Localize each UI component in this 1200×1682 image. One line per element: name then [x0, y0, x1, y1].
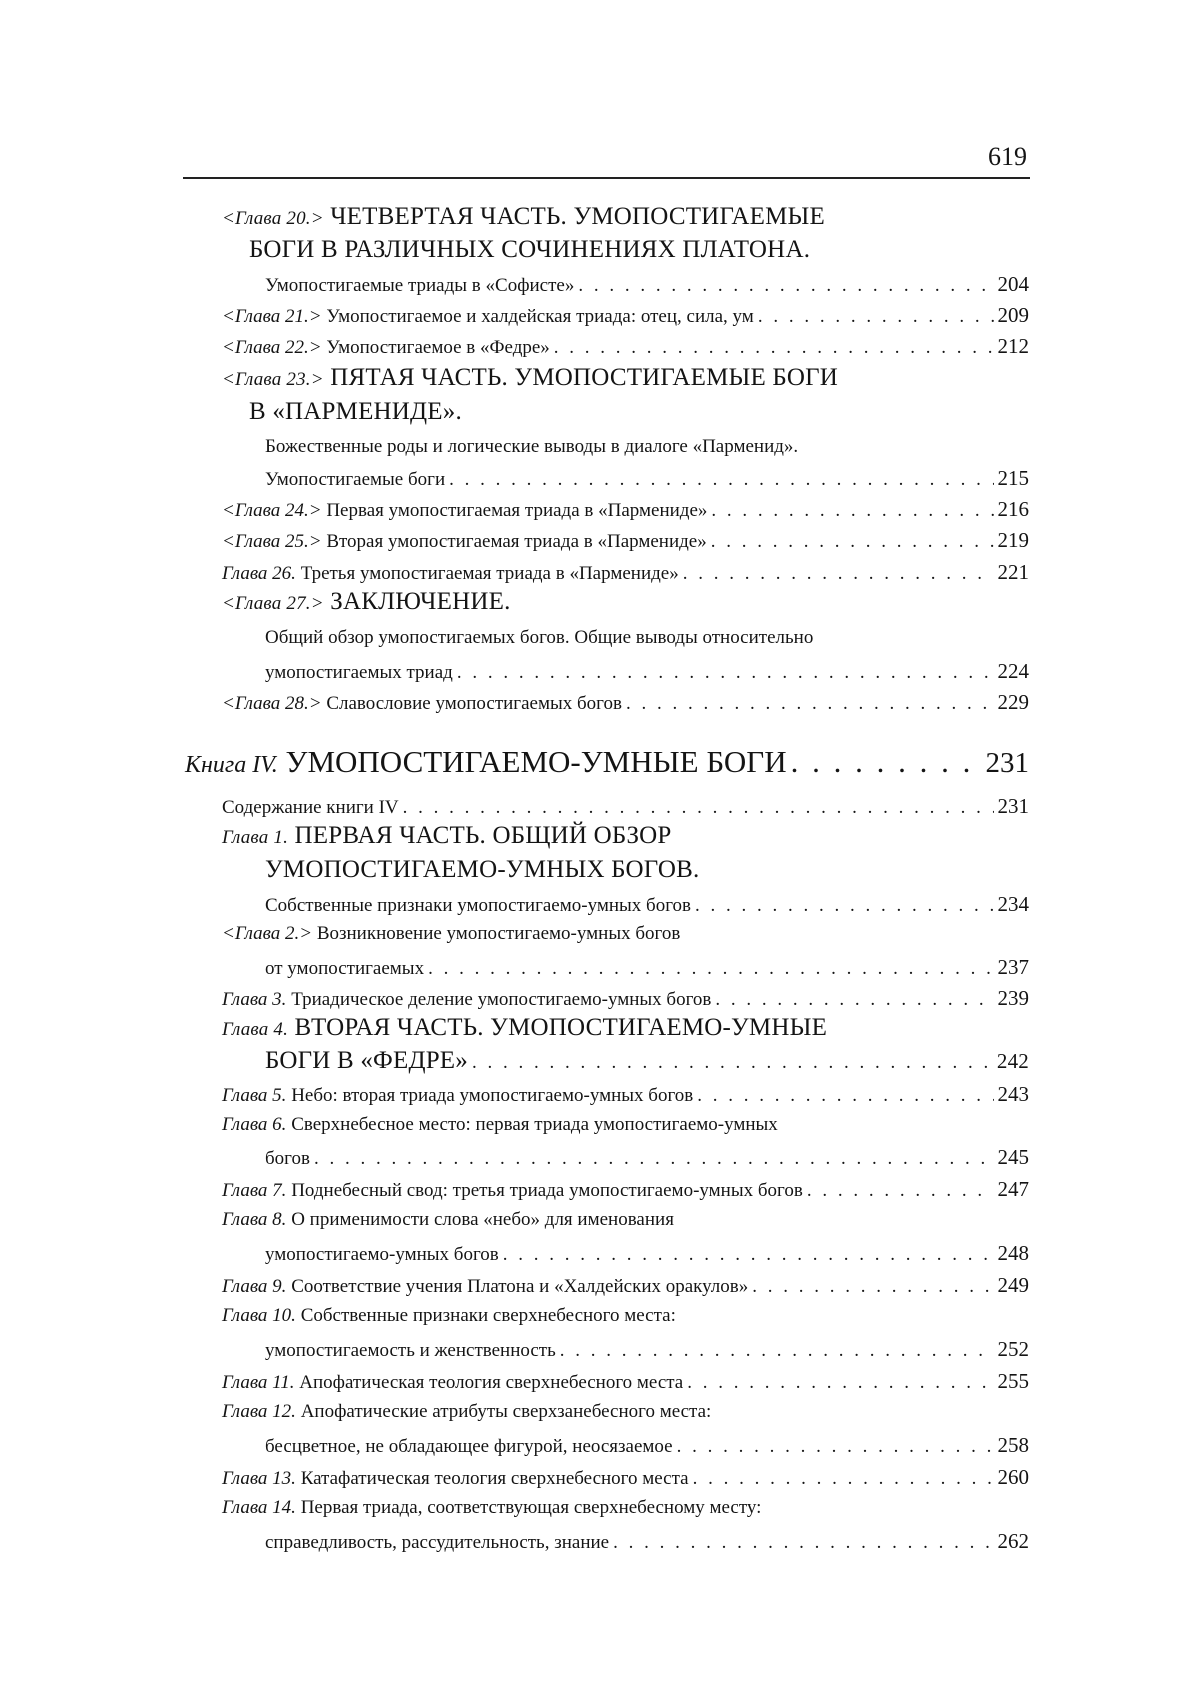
- entry-title: Собственные признаки умопостигаемо-умных богов: [265, 895, 691, 916]
- leader-dots: [428, 958, 993, 980]
- page-ref: 219: [997, 528, 1029, 552]
- toc-entry-line: [222, 1114, 778, 1136]
- chapter-label: <Глава 22.>: [222, 337, 322, 358]
- entry-title: Небо: вторая триада умопостигаемо-умных богов: [291, 1085, 694, 1106]
- toc-entry: [222, 1177, 1029, 1202]
- page-ref: 252: [997, 1337, 1029, 1361]
- leader-dots: [807, 1180, 994, 1202]
- heading-text: ВТОРАЯ ЧАСТЬ. УМОПОСТИГАЕМО-УМНЫЕ: [294, 1014, 828, 1041]
- leader-dots: [677, 1436, 994, 1458]
- chapter-label: Глава 3.: [222, 989, 287, 1010]
- toc-entry: [222, 497, 1029, 522]
- toc-entry: [222, 1465, 1029, 1490]
- entry-title: Славословие умопостигаемых богов: [326, 693, 622, 714]
- entry-title: Сверхнебесное место: первая триада умопостигаемо-умных: [291, 1114, 778, 1135]
- page-ref: 231: [997, 794, 1029, 818]
- heading-text: ПЯТАЯ ЧАСТЬ. УМОПОСТИГАЕМЫЕ БОГИ: [330, 364, 838, 391]
- page-ref: 260: [997, 1465, 1029, 1489]
- page-ref: 239: [997, 986, 1029, 1010]
- chapter-label: Глава 12.: [222, 1401, 296, 1422]
- toc-entry-line: Божественные роды и логические выводы в диалоге «Парменид».: [265, 436, 799, 457]
- leader-dots: [758, 306, 994, 328]
- leader-dots: [560, 1340, 994, 1362]
- leader-dots: [626, 693, 994, 715]
- toc-entry: [265, 272, 1029, 297]
- entry-title: Катафатическая теология сверхнебесного места: [300, 1468, 689, 1489]
- chapter-label: <Глава 27.>: [222, 593, 324, 614]
- entry-title: от умопостигаемых: [265, 958, 425, 979]
- page-ref: 212: [997, 334, 1029, 358]
- chapter-label: Глава 1.: [222, 827, 289, 848]
- leader-dots: [711, 531, 994, 553]
- chapter-label: <Глава 20.>: [222, 208, 324, 229]
- chapter-label: Глава 26.: [222, 563, 296, 584]
- chapter-label: <Глава 25.>: [222, 531, 322, 552]
- chapter-label: Глава 10.: [222, 1305, 296, 1326]
- toc-entry: [265, 1145, 1029, 1170]
- chapter-label: Глава 11.: [222, 1372, 295, 1393]
- leader-dots: [711, 500, 993, 522]
- chapter-label: <Глава 21.>: [222, 306, 322, 327]
- entry-title: Поднебесный свод: третья триада умопостигаемо-умных богов: [291, 1180, 803, 1201]
- leader-dots: [687, 1372, 993, 1394]
- toc-entry-line: [222, 1401, 711, 1423]
- entry-title: Третья умопостигаемая триада в «Пармениде»: [300, 563, 679, 584]
- chapter-label: <Глава 24.>: [222, 500, 322, 521]
- leader-dots: [683, 563, 994, 585]
- chapter-label: Глава 4.: [222, 1019, 289, 1040]
- toc-entry: [265, 1241, 1029, 1266]
- toc-entry: [265, 1529, 1029, 1554]
- leader-dots: [472, 1052, 993, 1074]
- toc-heading-cont: УМОПОСТИГАЕМО-УМНЫХ БОГОВ.: [265, 856, 700, 883]
- chapter-label: Глава 5.: [222, 1085, 287, 1106]
- page-ref: 229: [997, 690, 1029, 714]
- leader-dots: [403, 797, 994, 819]
- toc-heading: [222, 822, 672, 850]
- page-ref: 221: [997, 560, 1029, 584]
- page-ref: 231: [985, 747, 1029, 779]
- toc-entry: [265, 1047, 1029, 1075]
- toc-entry-line: Общий обзор умопостигаемых богов. Общие выводы относительно: [265, 627, 814, 648]
- entry-title: Умопостигаемое и халдейская триада: отец, сила, ум: [326, 306, 754, 327]
- toc-heading-cont: В «ПАРМЕНИДЕ».: [249, 398, 462, 425]
- leader-dots: [457, 662, 994, 684]
- toc-entry: [265, 1337, 1029, 1362]
- page-ref: 243: [997, 1082, 1029, 1106]
- toc-heading: [222, 364, 838, 392]
- toc-heading: [222, 588, 511, 616]
- entry-title: богов: [265, 1148, 310, 1169]
- page-ref: 248: [997, 1241, 1029, 1265]
- entry-title: умопостигаемость и женственность: [265, 1340, 556, 1361]
- chapter-label: Глава 7.: [222, 1180, 287, 1201]
- toc-entry: [222, 986, 1029, 1011]
- toc-entry: [222, 1273, 1029, 1298]
- page-ref: 237: [997, 955, 1029, 979]
- leader-dots: [752, 1276, 993, 1298]
- page-ref: 224: [997, 659, 1029, 683]
- toc-entry: [265, 892, 1029, 917]
- entry-title: Апофатическая теология сверхнебесного места: [299, 1372, 684, 1393]
- chapter-label: Глава 6.: [222, 1114, 287, 1135]
- leader-dots: [578, 275, 993, 297]
- leader-dots: [695, 895, 994, 917]
- entry-title: Соответствие учения Платона и «Халдейских оракулов»: [291, 1276, 749, 1297]
- toc-entry-line: [222, 1305, 676, 1327]
- page-ref: 255: [997, 1369, 1029, 1393]
- leader-dots: [449, 469, 993, 491]
- toc-entry: [222, 1082, 1029, 1107]
- leader-dots: [554, 337, 994, 359]
- page-ref: 247: [997, 1177, 1029, 1201]
- leader-dots: [791, 744, 982, 780]
- leader-dots: [697, 1085, 993, 1107]
- toc-entry: [222, 690, 1029, 715]
- heading-text: БОГИ В «ФЕДРЕ»: [265, 1047, 468, 1074]
- toc-entry: [222, 334, 1029, 359]
- entry-title: умопостигаемо-умных богов: [265, 1244, 499, 1265]
- leader-dots: [314, 1148, 994, 1170]
- entry-title: умопостигаемых триад: [265, 662, 453, 683]
- entry-title: справедливость, рассудительность, знание: [265, 1532, 610, 1553]
- book-heading: [185, 744, 1029, 780]
- heading-text: ЧЕТВЕРТАЯ ЧАСТЬ. УМОПОСТИГАЕМЫЕ: [330, 203, 825, 230]
- toc-heading: [222, 203, 825, 231]
- page-ref: 215: [997, 466, 1029, 490]
- toc-entry: [222, 528, 1029, 553]
- chapter-label: Глава 9.: [222, 1276, 287, 1297]
- chapter-label: Глава 8.: [222, 1209, 287, 1230]
- chapter-label: <Глава 2.>: [222, 923, 313, 944]
- toc-entry-line: [222, 1497, 761, 1519]
- page-ref: 204: [997, 272, 1029, 296]
- heading-text: ЗАКЛЮЧЕНИЕ.: [330, 588, 511, 615]
- entry-title: Триадическое деление умопостигаемо-умных богов: [291, 989, 712, 1010]
- entry-title: Апофатические атрибуты сверхзанебесного места:: [300, 1401, 712, 1422]
- toc-entry-line: [222, 1209, 674, 1231]
- page-ref: 258: [997, 1433, 1029, 1457]
- toc-entry: [222, 794, 1029, 819]
- toc-entry: [265, 1433, 1029, 1458]
- leader-dots: [693, 1468, 994, 1490]
- leader-dots: [613, 1532, 993, 1554]
- book-label: Книга IV.: [185, 752, 278, 778]
- leader-dots: [503, 1244, 994, 1266]
- chapter-label: <Глава 23.>: [222, 369, 324, 390]
- page-ref: 209: [997, 303, 1029, 327]
- chapter-label: Глава 13.: [222, 1468, 296, 1489]
- header-rule: [183, 177, 1030, 179]
- toc-entry: [265, 466, 1029, 491]
- entry-title: Содержание книги IV: [222, 797, 399, 818]
- entry-title: бесцветное, не обладающее фигурой, неосязаемое: [265, 1436, 673, 1457]
- book-title: УМОПОСТИГАЕМО-УМНЫЕ БОГИ: [285, 744, 787, 779]
- page-number: 619: [988, 142, 1027, 171]
- page-ref: 245: [997, 1145, 1029, 1169]
- entry-title: Собственные признаки сверхнебесного места:: [300, 1305, 676, 1326]
- page-ref: 242: [996, 1049, 1029, 1073]
- toc-entry: [222, 560, 1029, 585]
- toc-heading: [222, 1014, 827, 1042]
- leader-dots: [715, 989, 993, 1011]
- toc-heading-cont: БОГИ В РАЗЛИЧНЫХ СОЧИНЕНИЯХ ПЛАТОНА.: [249, 236, 811, 263]
- chapter-label: Глава 14.: [222, 1497, 296, 1518]
- entry-title: Вторая умопостигаемая триада в «Пармениде»: [326, 531, 707, 552]
- entry-title: Возникновение умопостигаемо-умных богов: [316, 923, 681, 944]
- toc-entry: [222, 303, 1029, 328]
- page-ref: 234: [997, 892, 1029, 916]
- entry-title: Умопостигаемое в «Федре»: [326, 337, 550, 358]
- toc-entry-line: [222, 923, 680, 945]
- heading-text: ПЕРВАЯ ЧАСТЬ. ОБЩИЙ ОБЗОР: [294, 822, 672, 849]
- entry-title: О применимости слова «небо» для именования: [291, 1209, 674, 1230]
- page-ref: 249: [997, 1273, 1029, 1297]
- page-ref: 216: [997, 497, 1029, 521]
- entry-title: Умопостигаемые триады в «Софисте»: [265, 275, 575, 296]
- page-ref: 262: [997, 1529, 1029, 1553]
- toc-entry: [222, 1369, 1029, 1394]
- toc-entry: [265, 955, 1029, 980]
- entry-title: Умопостигаемые боги: [265, 469, 446, 490]
- entry-title: Первая триада, соответствующая сверхнебесному месту:: [300, 1497, 762, 1518]
- chapter-label: <Глава 28.>: [222, 693, 322, 714]
- toc-entry: [265, 659, 1029, 684]
- entry-title: Первая умопостигаемая триада в «Пармениде»: [326, 500, 708, 521]
